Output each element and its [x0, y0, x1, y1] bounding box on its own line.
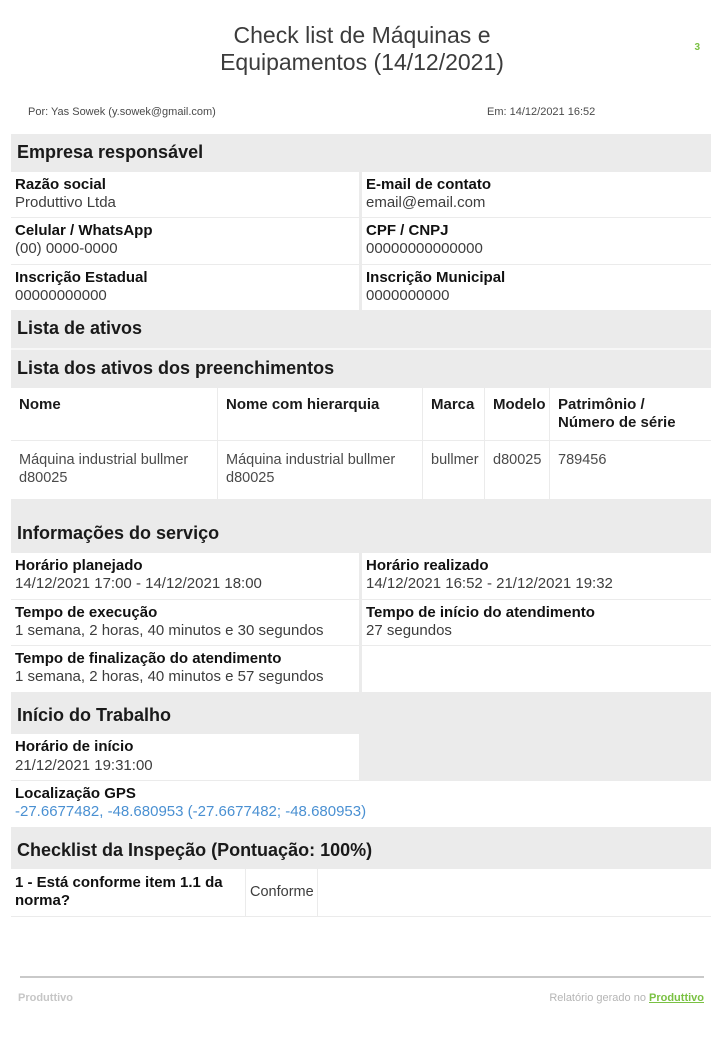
report-body: [11, 134, 711, 958]
section-header-inicio-trabalho: Início do Trabalho: [17, 704, 172, 725]
empty-cell: [362, 646, 711, 692]
field-value: 1 semana, 2 horas, 40 minutos e 57 segundos: [15, 668, 324, 686]
field-label: CPF / CNPJ: [366, 222, 449, 240]
section-header-lista-ativos: Lista de ativos: [17, 318, 143, 339]
field-value: 14/12/2021 16:52 - 21/12/2021 19:32: [366, 575, 613, 593]
footer-generated-note: [549, 992, 704, 1004]
field-value: 00000000000: [15, 287, 107, 305]
empty-area: [362, 734, 711, 780]
field-localizacao-gps: [11, 781, 711, 827]
field-value: 27 segundos: [366, 621, 452, 639]
field-label: Horário de início: [15, 738, 134, 756]
report-meta: [0, 106, 724, 120]
section-header-servico: Informações do serviço: [17, 523, 220, 544]
field-label: Razão social: [15, 175, 106, 193]
field-value: email@email.com: [366, 193, 486, 211]
column-header-patrimonio: Patrimônio / Número de série: [550, 388, 711, 441]
footer-divider: [20, 976, 704, 978]
section-header-checklist: Checklist da Inspeção (Pontuação: 100%): [17, 839, 373, 860]
field-label: Tempo de início do atendimento: [366, 603, 595, 621]
field-value: 1 semana, 2 horas, 40 minutos e 30 segundos: [15, 621, 324, 639]
document-title-line2: Equipamentos (14/12/2021): [220, 49, 504, 76]
field-value: 00000000000000: [366, 240, 483, 258]
footer-produttivo-link[interactable]: Produttivo: [649, 992, 704, 1004]
checklist-answer: Conforme: [246, 869, 317, 916]
checklist-table: [11, 869, 711, 916]
section-header-lista-preenchimentos: Lista dos ativos dos preenchimentos: [11, 348, 711, 388]
field-value: (00) 0000-0000: [15, 240, 118, 258]
table-cell-patrimonio: 789456: [550, 441, 711, 499]
field-value: Produttivo Ltda: [15, 193, 116, 211]
field-celular-whatsapp: [11, 218, 359, 264]
checklist-question: 1 - Está conforme item 1.1 da norma?: [11, 869, 245, 916]
report-generated-at: Em: 14/12/2021 16:52: [487, 106, 596, 118]
field-label: Inscrição Municipal: [366, 268, 506, 286]
field-horario-realizado: [362, 553, 711, 599]
field-tempo-execucao: [11, 600, 359, 646]
report-author: Por: Yas Sowek (y.sowek@gmail.com): [28, 106, 216, 118]
footer-brand: Produttivo: [18, 992, 73, 1004]
field-inscricao-estadual: [11, 265, 359, 311]
table-cell-modelo: d80025: [485, 441, 549, 499]
field-inscricao-municipal: [362, 265, 711, 311]
field-tempo-inicio-atendimento: [362, 600, 711, 646]
column-header-modelo: Modelo: [485, 388, 549, 441]
ativos-table: [11, 388, 711, 500]
field-value: 14/12/2021 17:00 - 14/12/2021 18:00: [15, 575, 262, 593]
table-cell-nome: Máquina industrial bullmer d80025: [11, 441, 217, 499]
field-label: Tempo de execução: [15, 603, 158, 621]
empresa-fields: [11, 172, 711, 311]
field-horario-planejado: [11, 553, 359, 599]
field-label: Inscrição Estadual: [15, 268, 148, 286]
section-header-empresa: Empresa responsável: [17, 142, 204, 162]
field-label: Horário planejado: [15, 557, 143, 574]
inicio-row-horario: [11, 734, 711, 780]
field-cpf-cnpj: [362, 218, 711, 264]
field-value: 21/12/2021 19:31:00: [15, 756, 153, 774]
empty-cell: [318, 869, 711, 916]
field-razao-social: [11, 172, 359, 218]
empty-continuation-row: [11, 917, 711, 958]
field-email-contato: [362, 172, 711, 218]
field-label: E-mail de contato: [366, 175, 492, 193]
gps-coordinates-link[interactable]: -27.6677482, -48.680953 (-27.6677482; -48.680953): [15, 803, 367, 821]
footer-generated-text: Relatório gerado no: [549, 992, 649, 1004]
page-number: 3: [694, 42, 700, 53]
field-label: Horário realizado: [366, 557, 489, 574]
servico-fields: [11, 553, 711, 692]
field-value: 0000000000: [366, 287, 450, 305]
field-label: Localização GPS: [15, 784, 136, 802]
document-title-line1: Check list de Máquinas e: [233, 22, 491, 48]
table-cell-hierarquia: Máquina industrial bullmer d80025: [218, 441, 422, 499]
column-header-hierarquia: Nome com hierarquia: [218, 388, 422, 441]
table-cell-marca: bullmer: [423, 441, 484, 499]
field-label: Celular / WhatsApp: [15, 222, 153, 240]
column-header-nome: Nome: [11, 388, 217, 441]
document-title: [0, 22, 724, 76]
column-header-marca: Marca: [423, 388, 484, 441]
field-horario-inicio: [11, 734, 359, 780]
field-label: Tempo de finalização do atendimento: [15, 650, 282, 668]
field-tempo-finalizacao: [11, 646, 359, 692]
